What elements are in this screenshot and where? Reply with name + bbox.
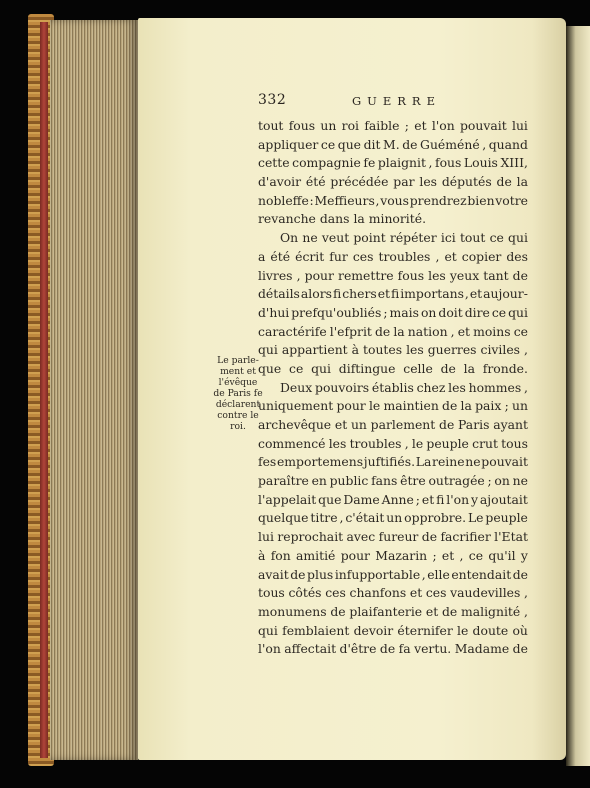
body-text <box>258 117 528 659</box>
text-line: d'hui prefqu'oubliés ; mais on doit dire ce qui <box>258 304 528 320</box>
page-stack-edges <box>50 20 138 760</box>
facing-page-edge <box>566 26 590 766</box>
text-line: que ce qui diftingue celle de la fronde. <box>258 360 528 376</box>
text-line: fes emportemens juftifiés. La reine ne pouvait <box>258 454 528 470</box>
running-head <box>0 92 590 112</box>
margin-note-line: Le parle- <box>217 355 259 366</box>
margin-note-line: contre le <box>217 410 259 421</box>
text-line: avait de plus infupportable , elle entendait de <box>258 566 528 582</box>
margin-note-line: roi. <box>230 421 246 432</box>
margin-note-line: l'évêque <box>218 377 258 388</box>
text-line: commencé les troubles , le peuple crut tous <box>258 435 528 451</box>
margin-note-line: déclarent <box>215 399 261 410</box>
text-line: à fon amitié pour Mazarin ; et , ce qu'il y <box>258 547 528 563</box>
text-line: l'appelait que Dame Anne ; et fi l'on y ajoutait <box>258 491 528 507</box>
book-spine-red-edge <box>40 22 48 758</box>
page-number: 332 <box>258 92 287 108</box>
text-line: d'avoir été précédée par les députés de la <box>258 174 528 190</box>
margin-note-line: ment et <box>220 366 256 377</box>
text-line: tous côtés ces chanfons et ces vaudevilles , <box>258 585 528 601</box>
text-line: livres , pour remettre fous les yeux tant de <box>258 267 528 283</box>
text-line: détails alors fi chers et fi importans , et aujour- <box>258 286 528 302</box>
text-line: paraître en public fans être outragée ; on ne <box>258 473 528 489</box>
text-line: quelque titre , c'était un opprobre. Le peuple <box>258 510 528 526</box>
running-title: GUERRE <box>352 94 441 108</box>
text-line: l'on affectait d'être de fa vertu. Madame de <box>258 641 528 657</box>
text-line: uniquement pour le maintien de la paix ; un <box>258 398 528 414</box>
text-line: On ne veut point répéter ici tout ce qui <box>280 230 528 246</box>
text-line: qui femblaient devoir éternifer le doute où <box>258 622 528 638</box>
text-line: qui appartient à toutes les guerres civiles , <box>258 342 528 358</box>
text-line: appliquer ce que dit M. de Guéméné , quand <box>258 136 528 152</box>
text-line: revanche dans la minorité. <box>258 211 427 227</box>
text-line: caractérife l'efprit de la nation , et moins ce <box>258 323 528 339</box>
text-line: tout fous un roi faible ; et l'on pouvait lui <box>258 118 528 133</box>
text-line: lui reprochait avec fureur de facrifier l'Etat <box>258 529 528 545</box>
margin-note-line: de Paris fe <box>213 388 263 399</box>
text-line: cette compagnie fe plaignit , fous Louis XIII, <box>258 155 528 171</box>
text-line: monumens de plaifanterie et de malignité , <box>258 603 528 619</box>
text-line: archevêque et un parlement de Paris ayant <box>258 417 528 432</box>
text-line: nobleffe : Meffieurs , vous prendrez bien votre <box>258 192 528 208</box>
text-line: a été écrit fur ces troubles , et copier des <box>258 248 528 264</box>
text-line: Deux pouvoirs établis chez les hommes , <box>280 379 528 395</box>
margin-note <box>212 355 264 432</box>
